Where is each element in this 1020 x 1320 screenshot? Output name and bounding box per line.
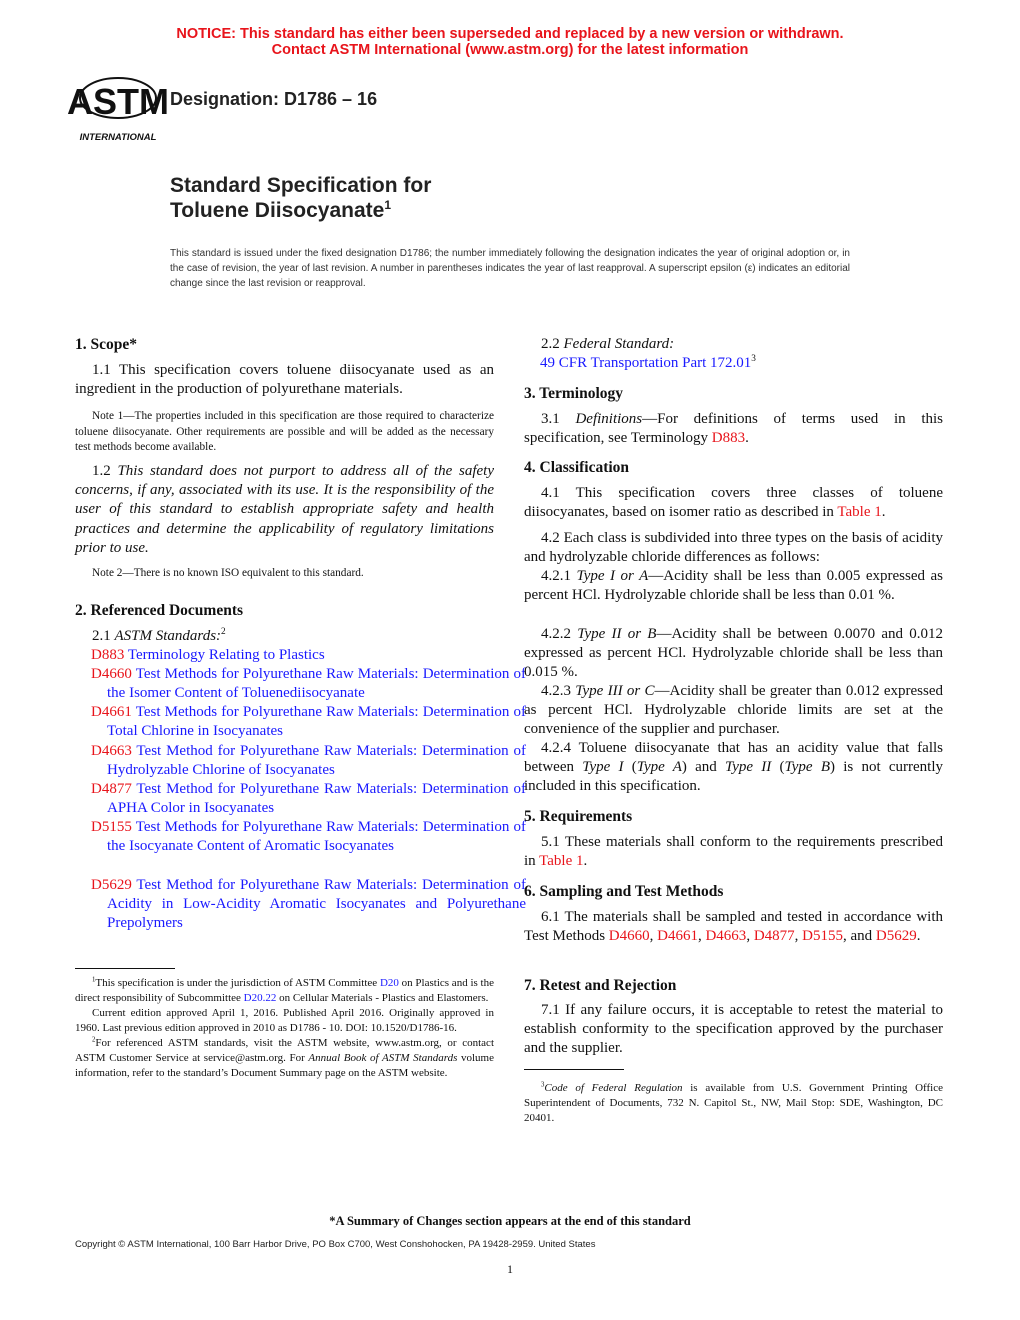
italic-text: Definitions <box>575 411 643 427</box>
text: 4.2.4 Toluene diisocyanate that has an acidity value that falls between <box>524 740 943 776</box>
text: 6.1 The materials shall be sampled and tested in accordance with Test Methods <box>524 909 943 945</box>
italic-text: Type II <box>725 759 772 776</box>
italic-text: Type III or C <box>575 683 655 699</box>
footnote-ref[interactable]: 2 <box>221 627 226 637</box>
note <box>75 409 494 456</box>
footnote <box>75 976 494 1006</box>
text: on Cellular Materials - Plastics and Elastomers. <box>276 992 489 1004</box>
reference-link[interactable]: Table 1 <box>837 504 882 521</box>
text: —Acidity shall be less than 0.005 expressed as percent HCl. Hydrolyzable chloride shall be less than 0.01 %. <box>524 568 944 604</box>
logo-letters: ASTM <box>67 81 169 122</box>
section-heading <box>524 458 943 477</box>
right-footnotes <box>524 1081 943 1126</box>
paragraph <box>75 462 494 558</box>
text: 1. Scope* <box>75 336 137 353</box>
text: ( <box>623 759 637 776</box>
astm-logo <box>67 68 169 144</box>
text: volume information, refer to the standard’s Document Summary page on the ASTM website. <box>75 1052 494 1079</box>
paragraph <box>524 335 943 354</box>
reference-item <box>75 780 526 818</box>
designation: Designation: D1786 – 16 <box>170 89 378 109</box>
text: 4.2 Each class is subdivided into three types on the basis of acidity and hydrolyzable chloride differences as follows: <box>524 530 943 566</box>
reference-link[interactable]: D4877 <box>753 928 795 945</box>
reference-link[interactable]: D4661 <box>91 704 132 720</box>
reference-link[interactable]: Test Method for Polyurethane Raw Materials: Determination of Hydrolyzable Chlorine of Isocyanates <box>107 743 526 779</box>
paragraph <box>75 627 494 646</box>
section-heading <box>524 882 943 901</box>
paragraph <box>524 833 943 871</box>
paragraph <box>524 739 943 797</box>
reference-link[interactable]: D5629 <box>91 877 132 893</box>
text: 5. Requirements <box>524 808 633 825</box>
reference-link[interactable]: D20.22 <box>243 992 277 1004</box>
italic-text: Type II or B <box>577 626 657 642</box>
footnote <box>75 1036 494 1081</box>
italic-text: Code of Federal Regulation <box>544 1082 683 1094</box>
title-footnote-ref[interactable]: 1 <box>384 198 392 212</box>
issued-note: This standard is issued under the fixed designation D1786; the number immediately following the designation indicates the year of original adoption or, in the case of revision, the year of last revision. A number in parentheses indicates the year of last reapproval. A superscript epsilon (ε) indicates an editorial change since the last revision or reapproval. <box>170 248 850 289</box>
notice-line-2: Contact ASTM International (www.astm.org) for the latest information <box>271 42 749 58</box>
section-heading <box>524 384 943 403</box>
summary-of-changes-note: *A Summary of Changes section appears at the end of this standard <box>329 1214 691 1228</box>
reference-link[interactable]: D4660 <box>608 928 650 945</box>
text: 7. Retest and Rejection <box>524 977 677 994</box>
reference-link[interactable]: D4663 <box>705 928 747 945</box>
notice-line-1: NOTICE: This standard has either been superseded and replaced by a new version or withdrawn. <box>176 26 844 42</box>
text: —Acidity shall be greater than 0.012 expressed as percent HCl. Hydrolyzable chloride limits are set at the convenience of the supplier and purchaser. <box>524 683 943 738</box>
reference-item <box>75 742 526 780</box>
italic-text: Type A <box>636 759 682 776</box>
footnote <box>524 1081 943 1126</box>
paragraph <box>524 908 943 946</box>
reference-link[interactable]: D883 <box>711 430 746 447</box>
text: 3.1 <box>541 411 576 427</box>
text: ) is not currently included in this specification. <box>524 759 944 795</box>
italic-text: Annual Book of ASTM Standards <box>308 1052 458 1064</box>
text: . <box>881 504 886 521</box>
text: , <box>794 928 803 945</box>
reference-link[interactable]: 49 CFR Transportation Part 172.01 <box>540 355 752 371</box>
title-line-2: Toluene Diisocyanate <box>170 199 385 222</box>
italic-text: ASTM Standards: <box>114 628 222 644</box>
text: For referenced ASTM standards, visit the ASTM website, www.astm.org, or contact ASTM Customer Service at service@astm.org. For <box>75 1037 494 1064</box>
footnote-ref[interactable]: 3 <box>541 1081 545 1089</box>
reference-item <box>75 703 526 741</box>
withdrawal-notice <box>0 26 1020 58</box>
text: 1.1 This specification covers toluene diisocyanate used as an ingredient in the production of polyurethane materials. <box>75 362 494 398</box>
reference-link[interactable]: Test Methods for Polyurethane Raw Materials: Determination of the Isomer Content of Toluenediisocyanate <box>107 666 526 702</box>
text: Note 2—There is no known ISO equivalent to this standard. <box>92 567 364 579</box>
text: 1.2 <box>92 463 118 479</box>
text: 4.2.2 <box>541 626 578 642</box>
copyright: Copyright © ASTM International, 100 Barr Harbor Drive, PO Box C700, West Conshohocken, PA 19428-2959. United States <box>75 1239 596 1250</box>
reference-link[interactable]: Test Method for Polyurethane Raw Materials: Determination of Acidity in Low-Acidity Aromatic Isocyanates and Polyurethane Prepolymers <box>107 877 526 932</box>
text: —Acidity shall be between 0.0070 and 0.012 expressed as percent HCl. Hydrolyzable chloride shall be less than 0.015 %. <box>524 626 943 681</box>
text: ( <box>771 759 785 776</box>
reference-item <box>75 646 526 665</box>
section-heading <box>524 807 943 826</box>
note <box>75 566 494 582</box>
text: 2.2 <box>541 336 564 352</box>
paragraph <box>524 484 943 522</box>
text: is available from U.S. Government Printing Office Superintendent of Documents, 732 N. Capitol St., NW, Mail Stop: SDE, Washington, DC 20401. <box>524 1082 943 1124</box>
italic-text: This standard does not purport to address all of the safety concerns, if any, associated with its use. It is the responsibility of the user of this standard to establish appropriate safety and health practices and determine the applicability of regulatory limitations prior to use. <box>75 463 495 556</box>
reference-link[interactable]: D5629 <box>875 928 917 945</box>
paragraph <box>524 625 943 683</box>
reference-link[interactable]: D4661 <box>657 928 698 945</box>
italic-text: Type I <box>582 759 624 776</box>
logo-international: INTERNATIONAL <box>79 132 157 143</box>
text: 4. Classification <box>524 459 630 476</box>
text: Current edition approved April 1, 2016. Published April 2016. Originally approved in 1960. Last previous edition approved in 2010 as D1786 - 10. DOI: 10.1520/D1786-16. <box>75 1007 494 1034</box>
text: —For definitions of terms used in this specification, see Terminology <box>524 411 943 447</box>
text: 2.1 <box>92 628 115 644</box>
footnote-rule-right <box>524 1069 624 1070</box>
reference-link[interactable]: Test Methods for Polyurethane Raw Materials: Determination of the Isocyanate Content of Aromatic Isocyanates <box>107 819 526 855</box>
page-number: 1 <box>507 1262 513 1276</box>
text: , and <box>843 928 876 945</box>
document-title <box>170 173 431 223</box>
text: Note 1—The properties included in this specification are those required to characterize toluene diisocyanate. Other requirements are possible and will be added as the necessary test methods become available. <box>75 410 494 453</box>
reference-link[interactable]: D4660 <box>91 666 132 682</box>
paragraph <box>524 682 943 740</box>
text: , <box>697 928 706 945</box>
section-heading <box>524 976 943 995</box>
reference-link[interactable]: Table 1 <box>539 853 584 870</box>
paragraph <box>75 361 494 399</box>
reference-link[interactable]: D4877 <box>91 781 132 797</box>
reference-item <box>75 876 526 934</box>
reference-item <box>75 818 526 856</box>
text: on Plastics and is the direct responsibility of Subcommittee <box>75 977 494 1004</box>
section-heading <box>75 601 494 620</box>
left-footnotes <box>75 976 494 1081</box>
paragraph <box>524 529 943 567</box>
title-line-1: Standard Specification for <box>170 174 432 197</box>
text: This specification is under the jurisdiction of ASTM Committee <box>95 977 380 989</box>
paragraph <box>524 567 943 605</box>
reference-item <box>75 665 526 703</box>
text: 2. Referenced Documents <box>75 602 244 619</box>
text: 4.2.3 <box>541 683 576 699</box>
text: 6. Sampling and Test Methods <box>524 883 724 900</box>
text: 5.1 These materials shall conform to the requirements prescribed in <box>524 834 943 870</box>
footnote-ref[interactable]: 2 <box>92 1036 96 1044</box>
paragraph <box>524 1001 943 1059</box>
text: . <box>916 928 921 945</box>
reference-link[interactable]: Terminology Relating to Plastics <box>124 647 325 663</box>
reference-link[interactable]: Test Methods for Polyurethane Raw Materials: Determination of Total Chlorine in Isocyanates <box>107 704 526 740</box>
text: 3. Terminology <box>524 385 624 402</box>
text: , <box>649 928 658 945</box>
reference-link[interactable]: D20 <box>379 977 399 989</box>
footnote <box>75 1006 494 1036</box>
reference-link[interactable]: D4663 <box>91 743 132 759</box>
text: . <box>745 430 749 447</box>
section-heading <box>75 335 494 354</box>
footnote-rule-left <box>75 968 175 969</box>
italic-text: Type I or A <box>576 568 649 584</box>
italic-text: Federal Standard: <box>563 336 675 352</box>
text: , <box>746 928 754 945</box>
text: 4.2.1 <box>541 568 577 584</box>
reference-link[interactable]: D5155 <box>91 819 132 835</box>
text: . <box>583 853 588 870</box>
paragraph <box>524 410 943 448</box>
footnote-ref[interactable]: 1 <box>92 976 96 984</box>
italic-text: Type B <box>784 759 830 776</box>
footnote-ref[interactable]: 3 <box>751 354 756 364</box>
reference-link[interactable]: D5155 <box>802 928 843 945</box>
reference-link[interactable]: Test Method for Polyurethane Raw Materials: Determination of APHA Color in Isocyanates <box>107 781 526 817</box>
reference-link[interactable]: D883 <box>91 647 125 663</box>
text: 4.1 This specification covers three classes of toluene diisocyanates, based on isomer ratio as described in <box>524 485 943 521</box>
reference-item <box>524 354 975 373</box>
text: 7.1 If any failure occurs, it is acceptable to retest the material to establish conformity to the specification approved by the purchaser and the supplier. <box>524 1002 943 1057</box>
text: ) and <box>681 759 726 776</box>
